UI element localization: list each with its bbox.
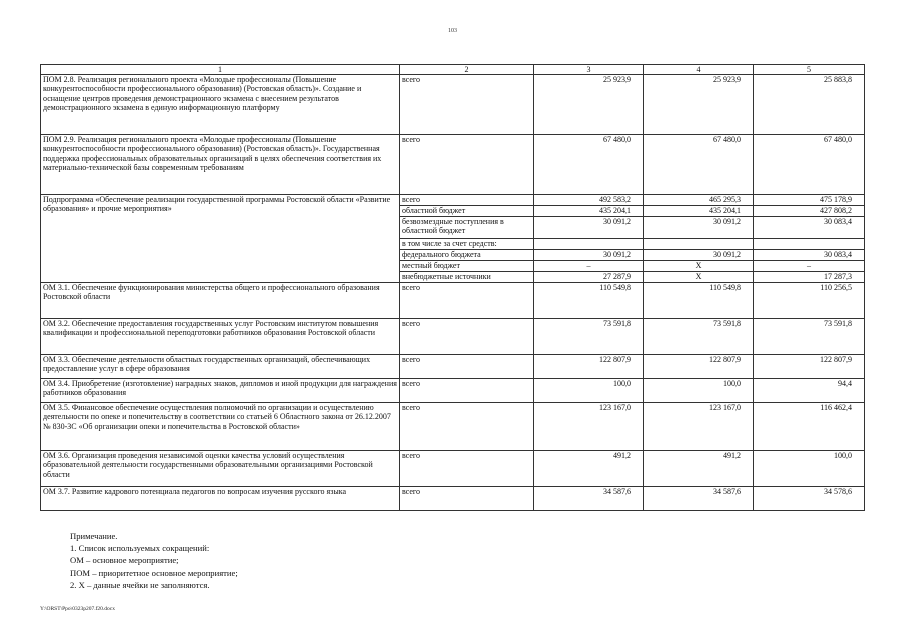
table-row — [41, 135, 865, 195]
source-cell: местный бюджет — [400, 261, 534, 272]
value-cell: 100,0 — [644, 379, 754, 403]
notes-title: Примечание. — [70, 531, 118, 541]
value-cell: 100,0 — [534, 379, 644, 403]
source-cell: областной бюджет — [400, 206, 534, 217]
value-cell: 34 587,6 — [534, 487, 644, 511]
source-cell: всего — [400, 319, 534, 355]
value-cell: 25 883,8 — [754, 75, 865, 135]
value-cell: 110 549,8 — [644, 283, 754, 319]
value-cell: 30 083,4 — [754, 217, 865, 239]
value-cell: – — [534, 261, 644, 272]
file-path: Y:\ORST\Ppo\0323p207.f20.docx — [40, 606, 115, 612]
row-name-cell: Подпрограмма «Обеспечение реализации государственной программы Ростовской области «Развитие образования» и прочие мероприятия» — [41, 195, 400, 283]
source-cell: безвозмездные поступления в областной бюджет — [400, 217, 534, 239]
value-cell: 34 587,6 — [644, 487, 754, 511]
value-cell: 475 178,9 — [754, 195, 865, 206]
table-row — [41, 75, 865, 135]
source-cell: всего — [400, 451, 534, 487]
value-cell: 67 480,0 — [644, 135, 754, 195]
row-name-cell: ОМ 3.2. Обеспечение предоставления государственных услуг Ростовским институтом повышения квалификации и профессиональной переподготовки работников образования Ростовской области — [41, 319, 400, 355]
table-row — [41, 355, 865, 379]
table-row — [41, 379, 865, 403]
column-header: 5 — [754, 65, 865, 75]
row-name-cell: ОМ 3.3. Обеспечение деятельности областных государственных организаций, обеспечивающих предоставление услуг в сфере образования — [41, 355, 400, 379]
row-name-cell: ОМ 3.4. Приобретение (изготовление) наградных знаков, дипломов и иной продукции для награждения работников образования — [41, 379, 400, 403]
value-cell: 123 167,0 — [534, 403, 644, 451]
row-name-cell: ОМ 3.5. Финансовое обеспечение осуществления полномочий по организации и осуществлению деятельности по опеке и попечительству в соответствии со статьей 6 Областного закона от 26.12.2007 № 830-ЗС «Об организации опеки и попечительства в Ростовской области» — [41, 403, 400, 451]
value-cell: 491,2 — [644, 451, 754, 487]
table-row — [41, 487, 865, 511]
value-cell: 73 591,8 — [644, 319, 754, 355]
note-item: 1. Список используемых сокращений: — [70, 543, 210, 554]
column-header: 1 — [41, 65, 400, 75]
source-cell: всего — [400, 355, 534, 379]
value-cell: 30 083,4 — [754, 250, 865, 261]
source-cell: внебюджетные источники — [400, 272, 534, 283]
value-cell: 94,4 — [754, 379, 865, 403]
value-cell: 30 091,2 — [644, 217, 754, 239]
value-cell: 30 091,2 — [534, 250, 644, 261]
table-row — [41, 283, 865, 319]
source-cell: всего — [400, 75, 534, 135]
row-name-cell: ОМ 3.6. Организация проведения независимой оценки качества условий осуществления образовательной деятельности государственными образовательными организациями Ростовской области — [41, 451, 400, 487]
row-name-cell: ОМ 3.1. Обеспечение функционирования министерства общего и профессионального образования Ростовской области — [41, 283, 400, 319]
source-cell: всего — [400, 487, 534, 511]
value-cell: 27 287,9 — [534, 272, 644, 283]
notes-section — [70, 530, 238, 591]
value-cell: 122 807,9 — [754, 355, 865, 379]
page-number: 103 — [448, 28, 457, 34]
table-row — [41, 451, 865, 487]
column-header: 2 — [400, 65, 534, 75]
value-cell: 67 480,0 — [534, 135, 644, 195]
value-cell: 30 091,2 — [644, 250, 754, 261]
value-cell — [754, 239, 865, 250]
note-item: ПОМ – приоритетное основное мероприятие; — [70, 567, 238, 578]
value-cell: 30 091,2 — [534, 217, 644, 239]
value-cell: 34 578,6 — [754, 487, 865, 511]
value-cell: 67 480,0 — [754, 135, 865, 195]
value-cell: 110 549,8 — [534, 283, 644, 319]
table-row — [41, 319, 865, 355]
value-cell: 122 807,9 — [644, 355, 754, 379]
value-cell: 491,2 — [534, 451, 644, 487]
value-cell: 25 923,9 — [534, 75, 644, 135]
value-cell: 73 591,8 — [534, 319, 644, 355]
source-cell: федерального бюджета — [400, 250, 534, 261]
value-cell: 465 295,3 — [644, 195, 754, 206]
value-cell: – — [754, 261, 865, 272]
value-cell: 122 807,9 — [534, 355, 644, 379]
value-cell: 123 167,0 — [644, 403, 754, 451]
column-header: 3 — [534, 65, 644, 75]
value-cell: 100,0 — [754, 451, 865, 487]
row-name-cell: ПОМ 2.8. Реализация регионального проекта «Молодые профессионалы (Повышение конкурентоспособности профессионального образования) (Ростовская область)». Создание и оснащение центров проведения демонстрационного экзамена с внесением результатов демонстрационного экзамена в единую информационную платформу — [41, 75, 400, 135]
table-header-row — [41, 65, 865, 75]
value-cell: 25 923,9 — [644, 75, 754, 135]
table-row — [41, 195, 865, 206]
value-cell: 435 204,1 — [644, 206, 754, 217]
value-cell: 492 583,2 — [534, 195, 644, 206]
value-cell: 110 256,5 — [754, 283, 865, 319]
source-cell: всего — [400, 283, 534, 319]
row-name-cell: ПОМ 2.9. Реализация регионального проекта «Молодые профессионалы (Повышение конкурентоспособности профессионального образования) (Ростовская область)». Государственная поддержка профессиональных образовательных организаций в целях обеспечения соответствия их материально-технической базы современным требованиям — [41, 135, 400, 195]
budget-table — [40, 64, 865, 511]
source-cell: всего — [400, 403, 534, 451]
table-row — [41, 403, 865, 451]
row-name-cell: ОМ 3.7. Развитие кадрового потенциала педагогов по вопросам изучения русского языка — [41, 487, 400, 511]
value-cell: 116 462,4 — [754, 403, 865, 451]
source-cell: всего — [400, 195, 534, 206]
value-cell: 427 808,2 — [754, 206, 865, 217]
column-header: 4 — [644, 65, 754, 75]
note-item: ОМ – основное мероприятие; — [70, 555, 179, 566]
value-cell — [644, 239, 754, 250]
value-cell: Х — [644, 261, 754, 272]
value-cell: 73 591,8 — [754, 319, 865, 355]
value-cell — [534, 239, 644, 250]
source-cell: в том числе за счет средств: — [400, 239, 534, 250]
value-cell: 17 287,3 — [754, 272, 865, 283]
source-cell: всего — [400, 379, 534, 403]
note-item: 2. Х – данные ячейки не заполняются. — [70, 579, 210, 590]
value-cell: 435 204,1 — [534, 206, 644, 217]
value-cell: Х — [644, 272, 754, 283]
table-body — [41, 65, 865, 511]
source-cell: всего — [400, 135, 534, 195]
